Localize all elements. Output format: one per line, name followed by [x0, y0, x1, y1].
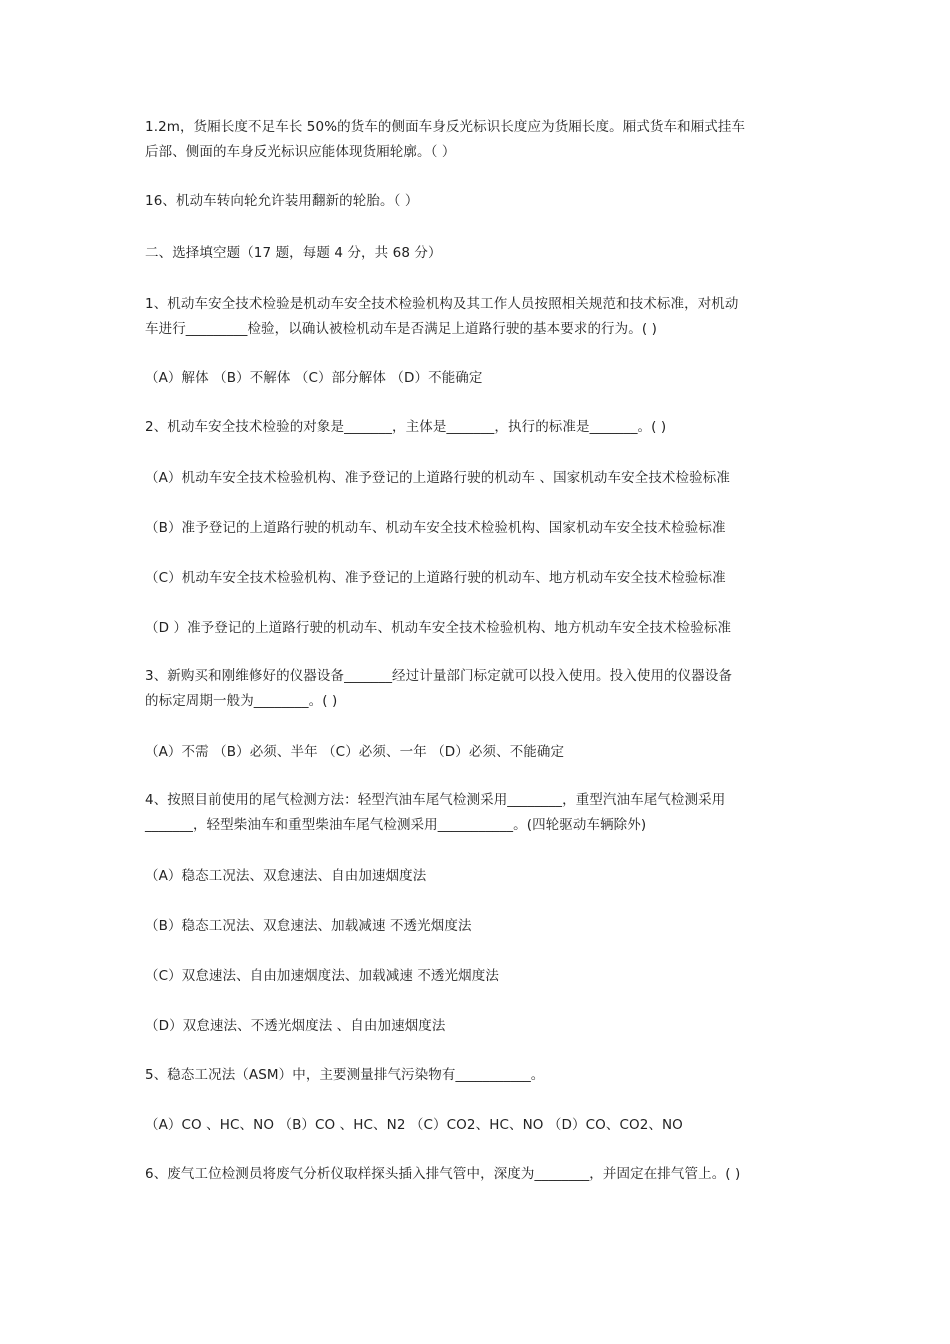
- text-line-2: 后部、侧面的车身反光标识应能体现货厢轮廓。（ ）: [145, 144, 456, 160]
- question-2-option-c: （C）机动车安全技术检验机构、准予登记的上道路行驶的机动车、地方机动车安全技术检验标准: [145, 570, 726, 586]
- question-1-line-1: 1、机动车安全技术检验是机动车安全技术检验机构及其工作人员按照相关规范和技术标准，对机动: [145, 296, 739, 312]
- question-3-line-2: 的标定周期一般为________。( ): [145, 693, 338, 709]
- question-4-line-1: 4、按照目前使用的尾气检测方法：轻型汽油车尾气检测采用________，重型汽油车尾气检测采用: [145, 792, 726, 808]
- question-4-option-c: （C）双怠速法、自由加速烟度法、加载减速 不透光烟度法: [145, 968, 499, 984]
- question-2-option-b: （B）准予登记的上道路行驶的机动车、机动车安全技术检验机构、国家机动车安全技术检验标准: [145, 520, 726, 536]
- question-2-option-a: （A）机动车安全技术检验机构、准予登记的上道路行驶的机动车 、国家机动车安全技术检验标准: [145, 470, 730, 486]
- question-1-line-2: 车进行_________检验，以确认被检机动车是否满足上道路行驶的基本要求的行为。( ): [145, 321, 657, 337]
- question-4-option-d: （D）双怠速法、不透光烟度法 、自由加速烟度法: [145, 1018, 446, 1034]
- question-16: 16、机动车转向轮允许装用翻新的轮胎。（ ）: [145, 193, 419, 209]
- question-5: 5、稳态工况法（ASM）中，主要测量排气污染物有___________。: [145, 1067, 545, 1083]
- question-2-option-d: （D ）准予登记的上道路行驶的机动车、机动车安全技术检验机构、地方机动车安全技术检验标准: [145, 620, 732, 636]
- question-2: 2、机动车安全技术检验的对象是_______，主体是_______，执行的标准是_______。( ): [145, 419, 667, 435]
- question-3-line-1: 3、新购买和刚维修好的仪器设备_______经过计量部门标定就可以投入使用。投入使用的仪器设备: [145, 668, 733, 684]
- question-5-options: （A）CO 、HC、NO （B）CO 、HC、N2 （C）CO2、HC、NO （D）CO、CO2、NO: [145, 1117, 683, 1133]
- question-4-line-2: _______，轻型柴油车和重型柴油车尾气检测采用___________。(四轮驱动车辆除外): [145, 817, 647, 833]
- question-6: 6、废气工位检测员将废气分析仪取样探头插入排气管中，深度为________，并固定在排气管上。( ): [145, 1166, 741, 1182]
- section-heading: 二、选择填空题（17 题，每题 4 分，共 68 分）: [145, 245, 442, 261]
- question-4-option-a: （A）稳态工况法、双怠速法、自由加速烟度法: [145, 868, 427, 884]
- question-4-option-b: （B）稳态工况法、双怠速法、加载减速 不透光烟度法: [145, 918, 472, 934]
- question-3-options: （A）不需 （B）必须、半年 （C）必须、一年 （D）必须、不能确定: [145, 744, 565, 760]
- text-line-1: 1.2m，货厢长度不足车长 50%的货车的侧面车身反光标识长度应为货厢长度。厢式货车和厢式挂车: [145, 119, 746, 135]
- question-1-options: （A）解体 （B）不解体 （C）部分解体 （D）不能确定: [145, 370, 483, 386]
